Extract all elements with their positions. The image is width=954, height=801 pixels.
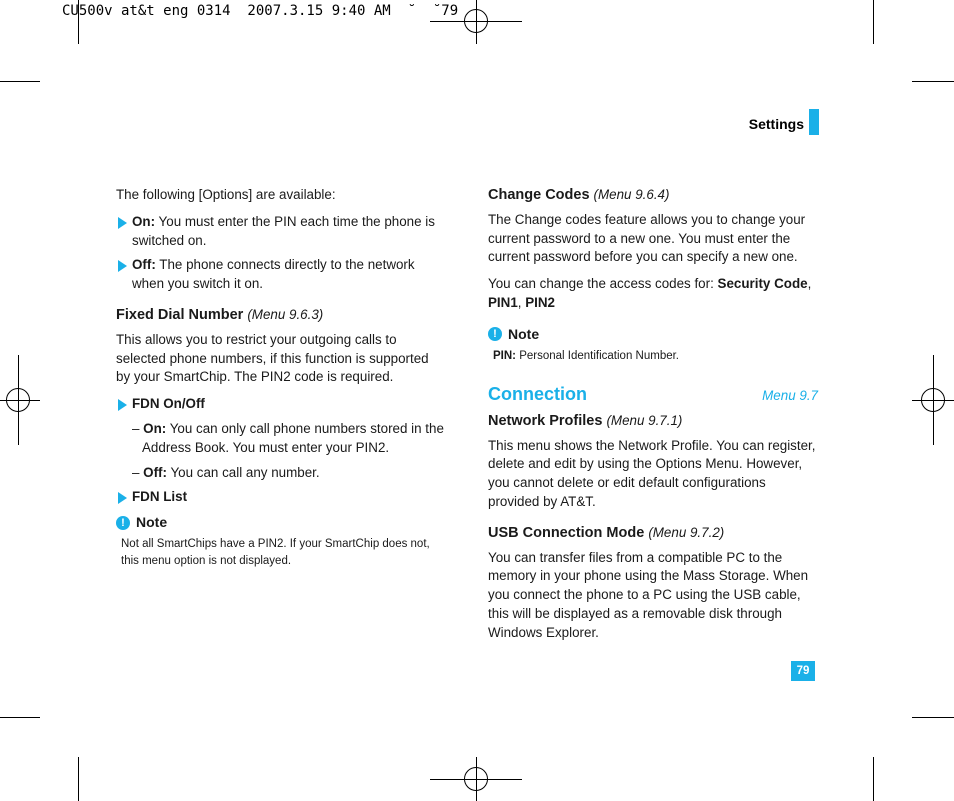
info-icon: ! bbox=[488, 327, 502, 341]
note-heading: ! Note bbox=[488, 325, 818, 344]
right-column bbox=[488, 186, 818, 651]
option-on: On: You must enter the PIN each time the phone is switched on. bbox=[116, 213, 446, 251]
info-icon: ! bbox=[116, 516, 130, 530]
crop-mark bbox=[912, 81, 954, 82]
note-body: PIN: Personal Identification Number. bbox=[493, 349, 680, 362]
page-number: 79 bbox=[791, 661, 815, 681]
print-header: CU500v at&t eng 0314 2007.3.15 9:40 AM ˘ ˘79 bbox=[62, 3, 459, 19]
crop-mark bbox=[0, 81, 40, 82]
fdn-off-item: – Off: You can call any number. bbox=[132, 464, 320, 480]
usb-connection-body: You can transfer files from a compatible PC to the memory in your phone using the Mass Storage. When you connect the phone to a PC using the USB cable, this will be displayed as a removable disk through Windows Explorer. bbox=[488, 549, 809, 640]
options-intro: The following [Options] are available: bbox=[116, 187, 336, 202]
fdn-heading: Fixed Dial Number (Menu 9.6.3) bbox=[116, 306, 324, 323]
section-tab bbox=[809, 109, 819, 135]
crop-mark bbox=[78, 757, 79, 801]
note-body: Not all SmartChips have a PIN2. If your SmartChip does not, this menu option is not displayed. bbox=[121, 537, 430, 568]
change-codes-list: You can change the access codes for: Security Code, PIN1, PIN2 bbox=[488, 276, 812, 310]
network-profiles-body: This menu shows the Network Profile. You can register, delete and edit by using the Options Menu. However, you cannot delete or edit default configurations provided by AT&T. bbox=[488, 437, 816, 510]
option-off: Off: The phone connects directly to the network when you switch it on. bbox=[116, 256, 446, 294]
note-heading: ! Note bbox=[116, 513, 446, 532]
crop-mark bbox=[873, 757, 874, 801]
network-profiles-heading: Network Profiles (Menu 9.7.1) bbox=[488, 412, 683, 429]
crop-mark bbox=[0, 717, 40, 718]
fdn-on-item: – On: You can only call phone numbers stored in the Address Book. You must enter your PIN2. bbox=[132, 420, 444, 455]
usb-connection-heading: USB Connection Mode (Menu 9.7.2) bbox=[488, 524, 725, 541]
fdn-list-item: FDN List bbox=[116, 488, 446, 507]
change-codes-body: The Change codes feature allows you to change your current password to a new one. You must enter the current password before you can specify a new one. bbox=[488, 211, 806, 265]
bullet-arrow-icon bbox=[118, 399, 127, 411]
section-label: Settings bbox=[748, 116, 804, 132]
fdn-onoff-item: FDN On/Off bbox=[116, 395, 446, 414]
fdn-body: This allows you to restrict your outgoing calls to selected phone numbers, if this function is supported by your SmartChip. The PIN2 code is required. bbox=[116, 331, 429, 385]
left-column bbox=[116, 186, 446, 571]
crop-mark bbox=[873, 0, 874, 44]
connection-heading: Connection Menu 9.7 bbox=[488, 384, 818, 405]
bullet-arrow-icon bbox=[118, 492, 127, 504]
bullet-arrow-icon bbox=[118, 217, 127, 229]
bullet-arrow-icon bbox=[118, 260, 127, 272]
change-codes-heading: Change Codes (Menu 9.6.4) bbox=[488, 187, 670, 203]
crop-mark bbox=[912, 717, 954, 718]
